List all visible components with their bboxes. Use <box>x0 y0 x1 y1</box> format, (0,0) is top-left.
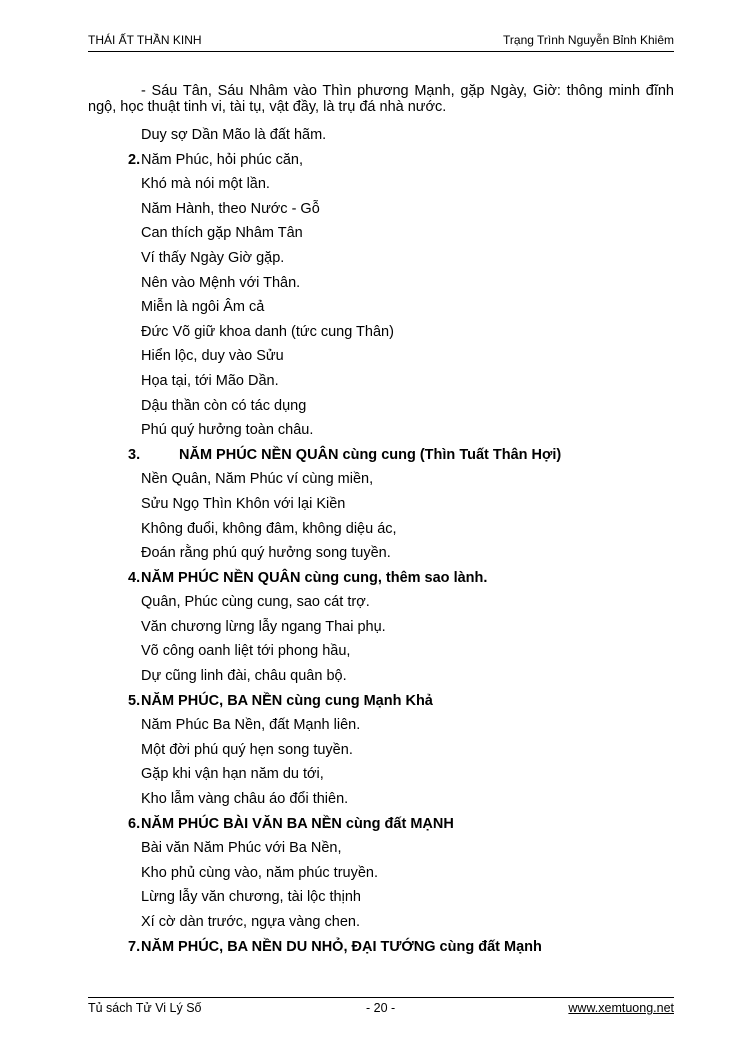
section-6-heading <box>88 812 674 837</box>
section-heading-text: NĂM PHÚC, BA NỀN cùng cung Mạnh Khả <box>141 692 433 709</box>
verse-line: Phú quý hưởng toàn châu. <box>141 422 314 439</box>
verse-line: Xí cờ dàn trước, ngựa vàng chen. <box>141 914 360 930</box>
verse-line: Một đời phú quý hẹn song tuyền. <box>141 741 353 758</box>
verse-line: Dự cũng linh đài, châu quân bộ. <box>141 668 347 685</box>
section-heading-text: NĂM PHÚC NỀN QUÂN cùng cung (Thìn Tuất Thân Hợi) <box>179 446 562 463</box>
verse-line: Không đuổi, không đâm, không diệu ác, <box>141 520 397 537</box>
section-3-heading <box>88 443 674 468</box>
verse-line: Lừng lẫy văn chương, tài lộc thịnh <box>141 889 361 906</box>
verse-line: Gặp khi vận hạn năm du tới, <box>141 766 324 783</box>
footer-website-link[interactable]: www.xemtuong.net <box>568 1001 674 1015</box>
section-4-heading <box>88 566 674 591</box>
verse-line: Kho lẫm vàng châu áo đổi thiên. <box>141 791 349 808</box>
verse-line: Năm Hành, theo Nước - Gỗ <box>141 200 320 217</box>
section-number: 3. <box>128 446 141 463</box>
header-author: Trạng Trình Nguyễn Bỉnh Khiêm <box>503 33 674 47</box>
verse-line: Miễn là ngôi Âm cả <box>141 299 265 316</box>
verse-line: Can thích gặp Nhâm Tân <box>141 225 303 242</box>
verse-line: Nền Quân, Năm Phúc ví cùng miền, <box>141 471 374 488</box>
verse-line: Quân, Phúc cùng cung, sao cát trợ. <box>141 594 370 611</box>
page-number: - 20 - <box>366 1001 396 1015</box>
verse-line: Nên vào Mệnh với Thân. <box>141 274 301 291</box>
verse-line: Kho phủ cùng vào, năm phúc truyền. <box>141 864 378 881</box>
section-number: 4. <box>128 569 141 586</box>
footer-series: Tủ sách Tử Vi Lý Số <box>88 1001 202 1015</box>
section-heading-text: Năm Phúc, hỏi phúc căn, <box>141 151 304 168</box>
section-number: 6. <box>128 815 141 832</box>
verse-line: Họa tại, tới Mão Dần. <box>141 372 279 389</box>
section-7-heading <box>88 935 674 960</box>
verse-line: Đoán rằng phú quý hưởng song tuyền. <box>141 545 391 562</box>
verse-line: Ví thấy Ngày Giờ gặp. <box>141 249 285 266</box>
intro-paragraph: - Sáu Tân, Sáu Nhâm vào Thìn phương Mạnh, gặp Ngày, Giờ: thông minh đĩnh ngộ, học thuật tinh vi, tài tụ, vật đầy, là trụ đá nhà nước. <box>88 83 674 115</box>
document-body <box>88 83 674 959</box>
verse-line: Võ công oanh liệt tới phong hầu, <box>141 643 351 660</box>
verse-line: Đức Võ giữ khoa danh (tức cung Thân) <box>141 323 394 340</box>
section-2-heading <box>88 148 674 173</box>
verse-line: Khó mà nói một lần. <box>141 176 270 193</box>
page-header <box>88 33 674 52</box>
verse-line: Năm Phúc Ba Nền, đất Mạnh liên. <box>141 717 361 734</box>
section-number: 7. <box>128 938 141 955</box>
section-heading-text: NĂM PHÚC BÀI VĂN BA NỀN cùng đất MẠNH <box>141 815 454 832</box>
verse-line: Văn chương lừng lẫy ngang Thai phụ. <box>141 618 386 635</box>
verse-line: Sửu Ngọ Thìn Khôn với lại Kiền <box>141 495 346 512</box>
verse-line: Bài văn Năm Phúc với Ba Nền, <box>141 840 342 857</box>
section-heading-text: NĂM PHÚC NỀN QUÂN cùng cung, thêm sao lành. <box>141 569 488 586</box>
header-title: THÁI ẤT THẦN KINH <box>88 33 202 47</box>
section-number: 2. <box>128 151 141 168</box>
verse-line: Dậu thần còn có tác dụng <box>141 397 307 414</box>
section-number: 5. <box>128 692 141 709</box>
section-heading-text: NĂM PHÚC, BA NỀN DU NHỎ, ĐẠI TƯỚNG cùng đất Mạnh <box>141 938 542 955</box>
page-footer <box>88 997 674 1018</box>
verse-line: Hiển lộc, duy vào Sửu <box>141 348 284 365</box>
section-5-heading <box>88 689 674 714</box>
intro-line: Duy sợ Dần Mão là đất hãm. <box>141 127 327 143</box>
